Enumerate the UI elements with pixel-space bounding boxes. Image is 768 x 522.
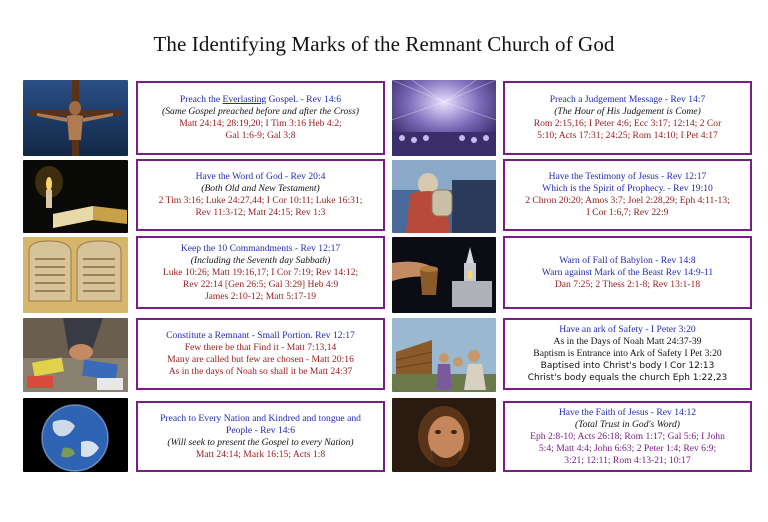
mark-title: Warn of Fall of Babylon - Rev 14:8 <box>559 254 696 266</box>
mark-line: Christ's body equals the church Eph 1:22,23 <box>527 373 728 383</box>
hands-sharing-image <box>23 318 128 392</box>
mark-box-ten-commandments <box>136 236 385 309</box>
mark-references: Rev 22:14 [Gen 26:5; Gal 3:29] Heb 4:9 <box>182 278 339 290</box>
mark-title: Keep the 10 Commandments - Rev 12:17 <box>180 242 341 254</box>
mark-references: 5:10; Acts 17:31; 24:25; Rom 14:10; I Pet 4:17 <box>537 130 718 141</box>
mark-box-judgement-message <box>503 81 752 155</box>
mark-references: Eph 2:8-10; Acts 26:18; Rom 1:17; Gal 5:6; I John <box>530 430 725 442</box>
page-title: The Identifying Marks of the Remnant Church of God <box>153 32 615 56</box>
mark-box-testimony-of-jesus <box>503 159 752 231</box>
moses-tablets-image <box>392 160 496 233</box>
mark-references: 2 Chron 20:20; Amos 3:7; Joel 2:28,29; Eph 4:11-13; <box>525 195 730 206</box>
mark-box-everlasting-gospel <box>136 81 385 155</box>
mark-references: Luke 10:26; Matt 19:16,17; I Cor 7:19; Rev 14:12; <box>162 266 359 278</box>
mark-references: Rev 11:3-12; Matt 24:15; Rev 1:3 <box>195 207 326 218</box>
judgement-throne-image <box>392 80 496 156</box>
mark-line: Many are called but few are chosen - Matt 20:16 <box>167 354 354 365</box>
mark-line: As in the days of Noah so shall it be Matt 24:37 <box>168 366 353 377</box>
mark-references: Rom 2:15,16; I Peter 4:6; Ecc 3:17; 12:14; 2 Cor <box>533 118 722 129</box>
mark-references: 3:21; 12:11; Rom 4:13-21; 10:17 <box>564 454 691 466</box>
mark-line: As in the Days of Noah Matt 24:37-39 <box>553 336 702 347</box>
noahs-ark-image <box>392 318 496 392</box>
jesus-face-image <box>392 398 496 472</box>
mark-references: Matt 24:14; 28:19,20; I Tim 3:16 Heb 4:2; <box>179 118 342 129</box>
mark-title: Have the Word of God - Rev 20:4 <box>195 171 326 182</box>
mark-subtitle: (Including the Seventh day Sabbath) <box>190 254 331 266</box>
mark-box-fall-of-babylon <box>503 236 752 309</box>
mark-references: 2 Tim 3:16; Luke 24:27,44; I Cor 10:11; Luke 16:31; <box>158 195 363 206</box>
mark-subtitle: (Total Trust in God's Word) <box>575 418 680 430</box>
mark-title: People - Rev 14:6 <box>225 424 295 436</box>
mark-box-every-nation <box>136 401 385 472</box>
mark-box-ark-of-safety <box>503 318 752 390</box>
mark-title: Have the Testimony of Jesus - Rev 12:17 <box>548 171 707 182</box>
mark-references: Dan 7:25; 2 Thess 2:1-8; Rev 13:1-18 <box>554 278 701 290</box>
mark-subtitle: (The Hour of His Judgement is Come) <box>554 106 701 117</box>
mark-references: I Cor 1:6,7; Rev 22:9 <box>586 207 669 218</box>
earth-globe-image <box>23 398 128 472</box>
candle-bible-image <box>23 160 128 233</box>
mark-subtitle: (Same Gospel preached before and after the Cross) <box>162 106 359 117</box>
mark-title: Preach to Every Nation and Kindred and tongue and <box>160 412 361 424</box>
mark-box-word-of-god <box>136 159 385 231</box>
mark-line: Few there be that Find it - Matt 7:13,14 <box>184 342 337 353</box>
mark-box-faith-of-jesus <box>503 401 752 472</box>
ten-commandments-image <box>23 237 128 313</box>
mark-title: Constitute a Remnant - Small Portion. Rev 12:17 <box>166 330 355 341</box>
mark-box-remnant <box>136 318 385 390</box>
babylon-cup-church-image <box>392 237 496 313</box>
mark-references: Gal 1:6-9; Gal 3:8 <box>225 130 296 141</box>
mark-title: Have an ark of Safety - I Peter 3:20 <box>559 324 696 335</box>
mark-subtitle: (Will seek to present the Gospel to every Nation) <box>167 436 354 448</box>
mark-title: Which is the Spirit of Prophecy. - Rev 19:10 <box>542 183 713 194</box>
mark-title: Preach a Judgement Message - Rev 14:7 <box>549 94 706 105</box>
mark-references: James 2:10-12; Matt 5:17-19 <box>204 290 317 302</box>
mark-references: Matt 24:14; Mark 16:15; Acts 1:8 <box>195 448 326 460</box>
mark-references: 5:4; Matt 4:4; John 6:63; 2 Peter 1:4; Rev 6:9; <box>538 442 717 454</box>
mark-line: Baptism is Entrance into Ark of Safety I Pet 3:20 <box>533 348 722 359</box>
mark-title: Warn against Mark of the Beast Rev 14:9-11 <box>541 266 714 278</box>
crucifixion-image <box>23 80 128 156</box>
mark-line: Baptised into Christ's body I Cor 12:13 <box>540 361 715 371</box>
mark-title: Preach the Everlasting Gospel. - Rev 14:6 <box>179 94 342 105</box>
mark-title: Have the Faith of Jesus - Rev 14:12 <box>558 406 697 418</box>
mark-subtitle: (Both Old and New Testament) <box>201 183 320 194</box>
